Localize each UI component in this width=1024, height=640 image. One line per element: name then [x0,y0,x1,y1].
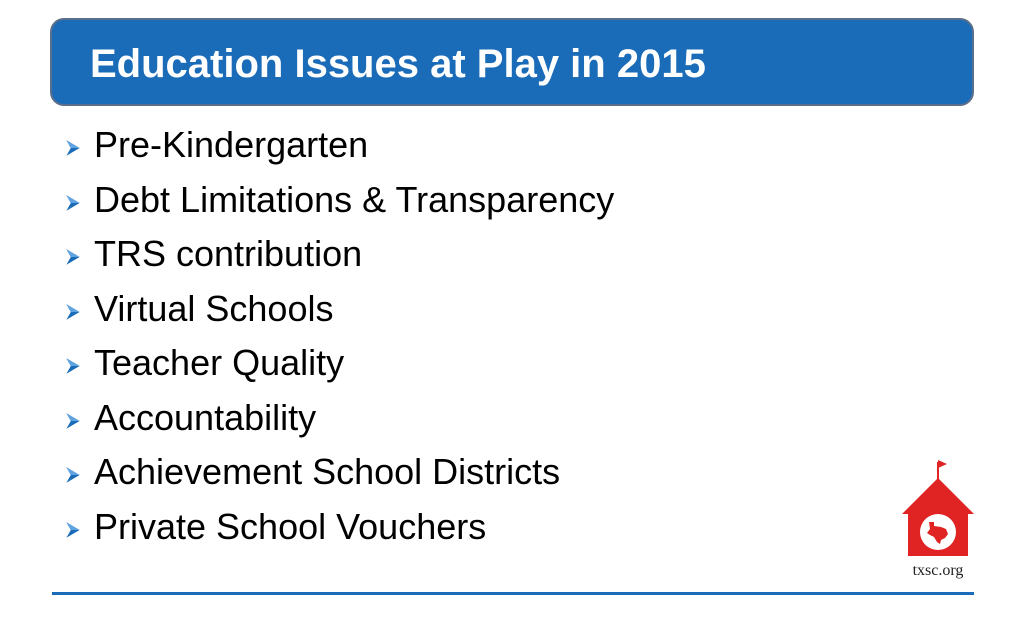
chevron-right-icon [62,137,84,159]
schoolhouse-texas-icon [896,458,980,562]
bullet-label: Virtual Schools [94,287,334,329]
bullet-item [62,227,614,282]
chevron-right-icon [62,464,84,486]
bullet-item [62,445,614,500]
title-bar [50,18,974,106]
bottom-divider [52,592,974,595]
slide-title: Education Issues at Play in 2015 [90,42,706,86]
bullet-label: Debt Limitations & Transparency [94,178,615,220]
bullet-label: Achievement School Districts [94,451,561,493]
bullet-label: Accountability [94,396,317,438]
logo-text: txsc.org [912,562,964,579]
chevron-right-icon [62,410,84,432]
chevron-right-icon [62,192,84,214]
bullet-item [62,500,614,555]
chevron-right-icon [62,246,84,268]
bullet-label: Pre-Kindergarten [94,124,369,166]
bullet-item [62,118,614,173]
bullet-item [62,173,614,228]
bullet-item [62,336,614,391]
bullet-label: Private School Vouchers [94,505,487,547]
bullet-list [62,118,614,554]
bullet-label: Teacher Quality [94,342,345,384]
bullet-item [62,282,614,337]
chevron-right-icon [62,301,84,323]
txsc-logo [896,458,980,582]
bullet-item [62,391,614,446]
bullet-label: TRS contribution [94,233,363,275]
chevron-right-icon [62,355,84,377]
chevron-right-icon [62,519,84,541]
